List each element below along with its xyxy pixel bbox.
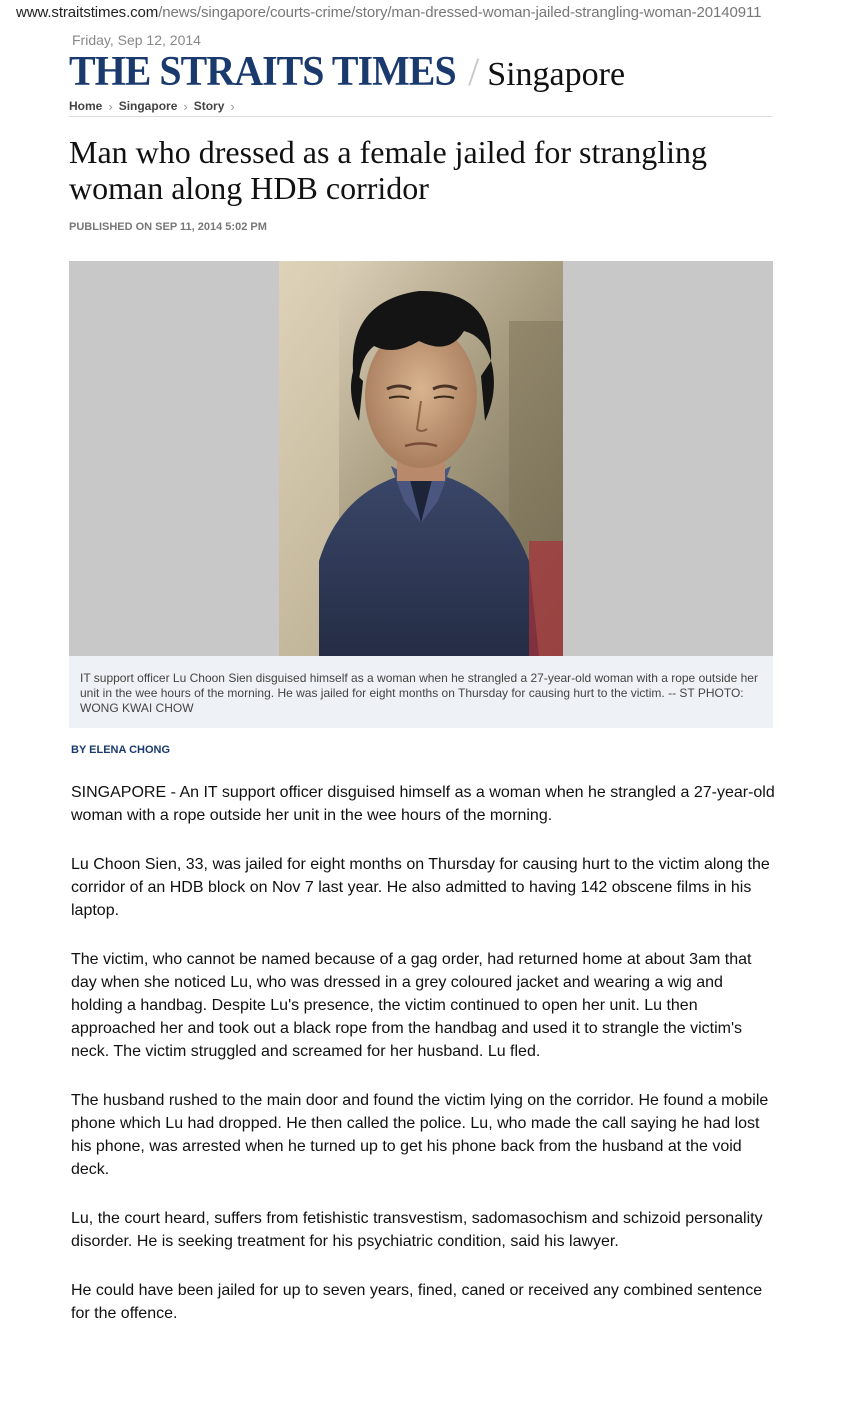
published-date: PUBLISHED ON SEP 11, 2014 5:02 PM [69, 221, 267, 233]
paragraph: SINGAPORE - An IT support officer disguised himself as a woman when he strangled a 27-year-old woman with a rope outside her unit in the wee hours of the morning. [71, 784, 775, 824]
masthead-date: Friday, Sep 12, 2014 [72, 32, 201, 48]
site-logo[interactable]: THE STRAITS TIMES [69, 49, 456, 95]
breadcrumb-singapore[interactable] [119, 99, 194, 114]
breadcrumb [69, 96, 773, 117]
browser-url[interactable] [16, 4, 761, 21]
byline[interactable]: BY ELENA CHONG [71, 744, 171, 756]
chevron-right-icon: › [230, 98, 235, 114]
article-photo-frame [69, 261, 773, 656]
portrait-image [279, 261, 563, 656]
article-photo[interactable] [279, 261, 563, 656]
paragraph: The husband rushed to the main door and found the victim lying on the corridor. He found a mobile phone which Lu had dropped. He then called the police. Lu, who made the call saying he had lost his phone, was arrested when he turned up to get his phone back from the husband at the void deck. [71, 1092, 769, 1178]
url-path: /news/singapore/courts-crime/story/man-dressed-woman-jailed-strangling-woman-20140911 [158, 4, 762, 21]
chevron-right-icon: › [183, 98, 188, 114]
paragraph: He could have been jailed for up to seven years, fined, caned or received any combined sentence for the offence. [71, 1282, 763, 1322]
url-host: www.straitstimes.com [16, 4, 159, 21]
breadcrumb-label: Home [69, 99, 103, 113]
article-body [71, 781, 775, 1351]
breadcrumb-label: Singapore [118, 99, 178, 113]
breadcrumb-story[interactable] [194, 99, 241, 114]
paragraph: Lu Choon Sien, 33, was jailed for eight months on Thursday for causing hurt to the victim along the corridor of an HDB block on Nov 7 last year. He also admitted to having 142 obscene films in his laptop. [71, 856, 770, 919]
paragraph: The victim, who cannot be named because of a gag order, had returned home at about 3am that day when she noticed Lu, who was dressed in a grey coloured jacket and wearing a wig and holding a handbag. Despite Lu's presence, the victim continued to open her unit. Lu then approached her and took out a black rope from the handbag and used it to strangle the victim's neck. The victim struggled and screamed for her husband. Lu fled. [71, 951, 752, 1060]
article-headline: Man who dressed as a female jailed for strangling woman along HDB corridor [69, 134, 708, 206]
chevron-right-icon: › [108, 98, 113, 114]
masthead-divider: / [468, 49, 480, 94]
masthead [69, 48, 625, 96]
breadcrumb-label: Story [193, 99, 225, 113]
breadcrumb-home[interactable] [69, 99, 119, 114]
paragraph: Lu, the court heard, suffers from fetishistic transvestism, sadomasochism and schizoid personality disorder. He is seeking treatment for his psychiatric condition, said his lawyer. [71, 1210, 763, 1250]
section-title[interactable]: Singapore [487, 56, 626, 93]
photo-caption: IT support officer Lu Choon Sien disguised himself as a woman when he strangled a 27-year-old woman with a rope outside her unit in the wee hours of the morning. He was jailed for eight months on Thursday for causing hurt to the victim. -- ST PHOTO: WONG KWAI CHOW [69, 656, 773, 728]
